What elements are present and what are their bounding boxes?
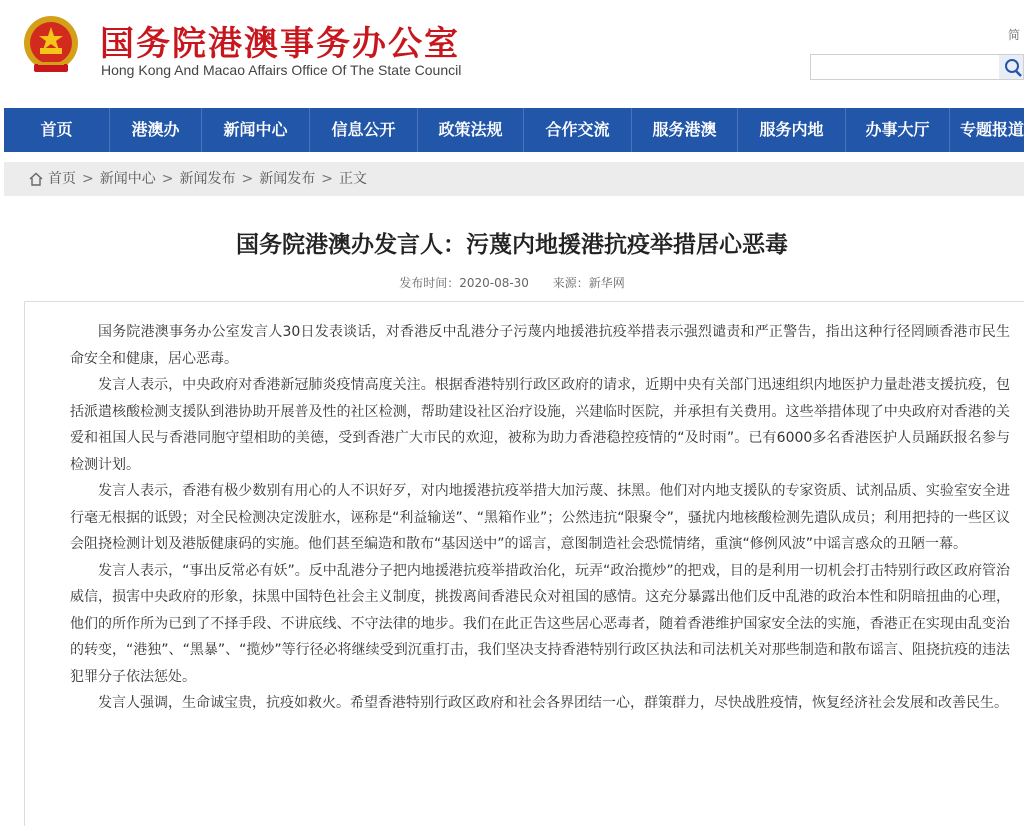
site-header	[0, 0, 1024, 108]
nav-item-policies-regulations[interactable]: 政策法规	[418, 108, 524, 152]
search-button[interactable]	[999, 54, 1024, 80]
breadcrumb-news-release[interactable]: 新闻发布	[179, 171, 236, 187]
main-nav	[4, 108, 1024, 152]
nav-item-cooperation-exchange[interactable]: 合作交流	[524, 108, 632, 152]
home-icon[interactable]	[28, 171, 44, 187]
article-paragraph: 国务院港澳事务办公室发言人30日发表谈话，对香港反中乱港分子污蔑内地援港抗疫举措表示强烈谴责和严正警告，指出这种行径罔顾香港市民生命安全和健康，居心恶毒。	[70, 324, 1010, 367]
publish-time: 发布时间：2020-08-30	[399, 276, 529, 290]
content-border	[24, 301, 25, 826]
article-title: 国务院港澳办发言人：污蔑内地援港抗疫举措居心恶毒	[236, 232, 788, 258]
nav-item-serve-mainland[interactable]: 服务内地	[738, 108, 846, 152]
nav-item-home[interactable]: 首页	[4, 108, 110, 152]
breadcrumb-current: 正文	[338, 171, 367, 187]
article-paragraph: 发言人表示，中央政府对香港新冠肺炎疫情高度关注。根据香港特别行政区政府的请求，近期中央有关部门迅速组织内地医护力量赴港支援抗疫，包括派遣核酸检测支援队到港协助开展普及性的社区检测，帮助建设社区治疗设施，兴建临时医院，并承担有关费用。这些举措体现了中央政府对香港的关爱和祖国人民与香港同胞守望相助的美德，受到香港广大市民的欢迎，被称为助力香港稳控疫情的“及时雨”。已有6000多名香港医护人员踊跃报名参与检测计划。	[70, 377, 1010, 473]
divider	[24, 301, 1024, 302]
site-subtitle: Hong Kong And Macao Affairs Office Of The State Council	[101, 62, 462, 78]
article-paragraph: 发言人强调，生命诚宝贵，抗疫如救火。希望香港特别行政区政府和社会各界团结一心，群策群力，尽快战胜疫情，恢复经济社会发展和改善民生。	[98, 695, 1008, 711]
breadcrumb-separator: >	[241, 171, 254, 187]
nav-item-special-reports[interactable]: 专题报道	[960, 120, 1024, 139]
search-input[interactable]	[810, 54, 1000, 80]
breadcrumb	[4, 162, 1024, 196]
breadcrumb-separator: >	[321, 171, 333, 187]
article-body	[70, 319, 1010, 717]
breadcrumb-separator: >	[161, 171, 174, 187]
article-paragraph: 发言人表示，香港有极少数别有用心的人不识好歹，对内地援港抗疫举措大加污蔑、抹黑。他们对内地支援队的专家资质、试剂品质、实验室安全进行毫无根据的诋毁；对全民检测决定泼脏水，诬称是“利益输送”、“黑箱作业”；公然违抗“限聚令”，骚扰内地核酸检测先遣队成员；利用把持的一些区议会阻挠检测计划及港版健康码的实施。他们甚至编造和散布“基因送中”的谣言，意图制造社会恐慌情绪，重演“修例风波”中谣言惑众的丑陋一幕。	[70, 483, 1010, 552]
nav-item-hkmao[interactable]: 港澳办	[110, 108, 202, 152]
site-title[interactable]: 国务院港澳事务办公室	[100, 24, 460, 64]
nav-item-serve-hk-macao[interactable]: 服务港澳	[632, 108, 738, 152]
search-icon	[999, 55, 1024, 81]
article-paragraph: 发言人表示，“事出反常必有妖”。反中乱港分子把内地援港抗疫举措政治化，玩弄“政治揽炒”的把戏，目的是利用一切机会打击特别行政区政府管治威信，损害中央政府的形象，抹黑中国特色社会主义制度，挑拨离间香港民众对祖国的感情。这充分暴露出他们反中乱港的政治本性和阴暗扭曲的心理，他们的所作所为已到了不择手段、不讲底线、不守法律的地步。我们在此正告这些居心恶毒者，随着香港维护国家安全法的实施，香港正在实现由乱变治的转变，“港独”、“黑暴”、“揽炒”等行径必将继续受到沉重打击，我们坚决支持香港特别行政区执法和司法机关对那些制造和散布谣言、阻挠抗疫的违法犯罪分子依法惩处。	[70, 562, 1010, 685]
breadcrumb-news-center[interactable]: 新闻中心	[99, 171, 156, 187]
nav-item-information-disclosure[interactable]: 信息公开	[310, 108, 418, 152]
national-emblem-icon[interactable]	[18, 12, 84, 78]
article-source: 来源：新华网	[552, 276, 625, 290]
nav-item-service-hall[interactable]: 办事大厅	[846, 108, 950, 152]
breadcrumb-separator: >	[82, 171, 94, 187]
simplified-chinese-link[interactable]: 简	[1008, 28, 1021, 42]
breadcrumb-news-release-sub[interactable]: 新闻发布	[259, 171, 316, 187]
article-meta	[0, 274, 1024, 291]
breadcrumb-home[interactable]: 首页	[48, 171, 76, 187]
nav-item-news-center[interactable]: 新闻中心	[202, 108, 310, 152]
